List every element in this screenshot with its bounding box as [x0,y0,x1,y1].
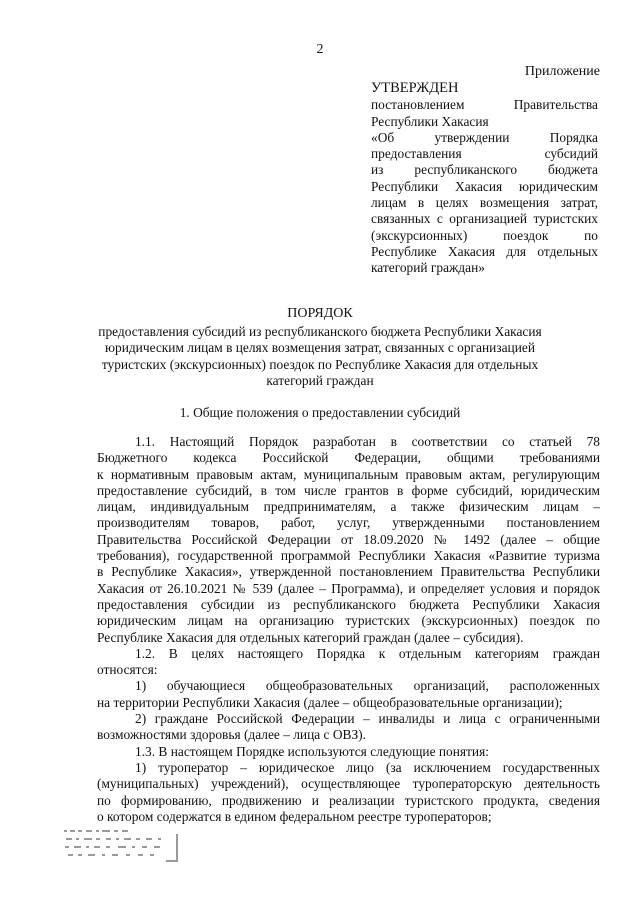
approval-line: лицам в целях возмещения затрат, [371,195,598,211]
approval-line: категорий граждан» [371,260,485,276]
approval-line: Республики Хакасия юридическим [371,178,598,194]
approved-heading: УТВЕРЖДЕН [371,80,459,96]
section-heading: 1. Общие положения о предоставлении субсидий [179,405,461,420]
subtitle-line: туристских (экскурсионных) поездок по Республике Хакасия для отдельных [101,356,539,372]
body-line: о котором содержатся в едином федеральном реестре туроператоров; [97,808,492,824]
body-line: к нормативным правовым актам, муниципальным правовым актам, регулирующим [97,466,600,482]
body-line: возможностями здоровья (далее – лица с ОВЗ). [97,727,366,743]
body-line: юридическим лицам на организацию туристских (экскурсионных) поездок по [97,613,600,629]
approval-line: Республики Хакасия [371,113,489,129]
body-line: Бюджетного кодекса Российской Федерации, общими требованиями [97,450,600,466]
body-text [97,434,600,825]
approval-line: связанных с организацией туристских [371,211,598,227]
body-line: предоставление субсидий, в том числе грантов в форме субсидий, юридическим [97,482,600,498]
body-line: лицам, индивидуальным предпринимателям, а также физическим лицам – [97,499,600,515]
body-line: в Республике Хакасия», утвержденной постановлением Правительства Республики [97,564,600,580]
subtitle-line: юридическим лицам в целях возмещения затрат, связанных с организацией [105,340,535,356]
body-line: предоставления субсидии из республиканского бюджета Республики Хакасия [97,596,600,612]
body-line: 1.1. Настоящий Порядок разработан в соответствии со статьей 78 [135,434,600,449]
body-line: (муниципальных) учреждений), осуществляющее туроператорскую деятельность [97,776,600,792]
approval-line: «Об утверждении Порядка [371,129,598,145]
body-line: 1) обучающиеся общеобразовательных организаций, расположенных [135,678,600,694]
subtitle-line: предоставления субсидий из республиканского бюджета Республики Хакасия [98,324,542,339]
body-line: относятся: [97,662,158,678]
body-line: Республике Хакасия для отдельных категорий граждан (далее – субсидия). [97,629,524,645]
page-number: 2 [316,42,324,57]
body-line: по формированию, продвижению и реализации туристского продукта, сведения [97,792,600,808]
approval-line: Республике Хакасия для отдельных [371,243,598,259]
body-line: 1.2. В целях настоящего Порядка к отдельным категориям граждан [135,645,600,661]
body-line: 1.3. В настоящем Порядке используются следующие понятия: [135,743,489,759]
body-line: 1) туроператор – юридическое лицо (за исключением государственных [135,759,600,775]
document-subtitle [96,324,544,389]
approval-block [371,80,598,277]
subtitle-line: категорий граждан [266,372,374,388]
body-line: производителям товаров, работ, услуг, утвержденными постановлением [97,515,600,531]
approval-line: из республиканского бюджета [371,162,598,178]
body-line: требования), государственной программой Республики Хакасия «Развитие туризма [97,548,600,564]
body-line: 2) граждане Российской Федерации – инвалиды и лица с ограниченными [135,711,600,727]
approval-line: постановлением Правительства [371,97,598,113]
body-line: Хакасия от 26.10.2021 № 539 (далее – Программа), и определяет условия и порядок [97,580,600,596]
document-title: ПОРЯДОК [287,306,353,321]
approval-line: (экскурсионных) поездок по [371,227,598,243]
body-line: на территории Республики Хакасия (далее – общеобразовательные организации); [97,694,563,710]
body-line: Правительства Российской Федерации от 18.09.2020 № 1492 (далее – общие [97,531,600,547]
approval-line: предоставления субсидий [371,146,598,162]
appendix-label: Приложение [524,64,600,79]
registration-stamp-mark [62,826,182,866]
